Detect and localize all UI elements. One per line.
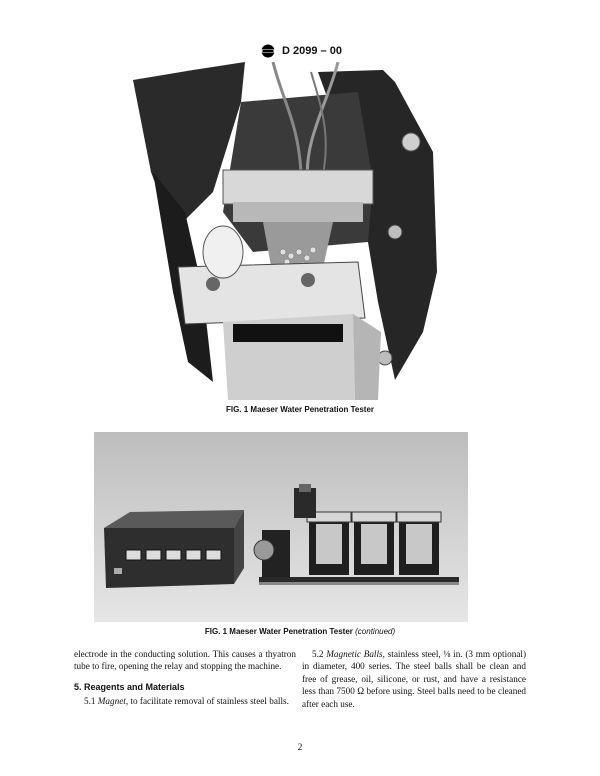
item-5-2 (302, 648, 526, 710)
section-heading-5: 5. Reagents and Materials (74, 681, 185, 692)
figure-1-continued-caption-text: FIG. 1 Maeser Water Penetration Tester (204, 627, 353, 636)
item-5-1-number: 5.1 (84, 696, 96, 707)
right-column (302, 648, 526, 710)
item-5-2-number: 5.2 (312, 649, 324, 659)
paragraph-continuation: electrode in the conducting solution. This causes a thyatron tube to fire, opening the relay and stopping the machine. (74, 649, 296, 672)
left-column (74, 648, 296, 708)
figure-1-caption-text: FIG. 1 Maeser Water Penetration Tester (225, 405, 375, 414)
continued-label: (continued) (355, 627, 396, 636)
figure-1-continued-caption (0, 627, 600, 636)
designation: D 2099 – 00 (282, 44, 342, 57)
item-5-2-text: , stainless steel, ⅛ in. (3 mm optional) in diameter, 400 series. The steel balls shall be clean and free of grease, oil, silicone, or rust, and have a resistance less than 7500 Ω before using. Steel balls need to be cleaned after each use. (302, 649, 527, 709)
item-5-2-term: Magnetic Balls (326, 649, 383, 659)
figure-1-continued-photo (94, 432, 468, 622)
figure-1-photo (133, 62, 451, 400)
item-5-1-term: Magnet (97, 696, 126, 707)
page-number: 2 (297, 743, 303, 753)
figure-1-caption (0, 405, 600, 414)
astm-logo-icon (258, 44, 278, 58)
item-5-1 (74, 695, 296, 707)
page-header (0, 44, 600, 58)
item-5-1-text: , to facilitate removal of stainless steel balls. (125, 696, 289, 707)
